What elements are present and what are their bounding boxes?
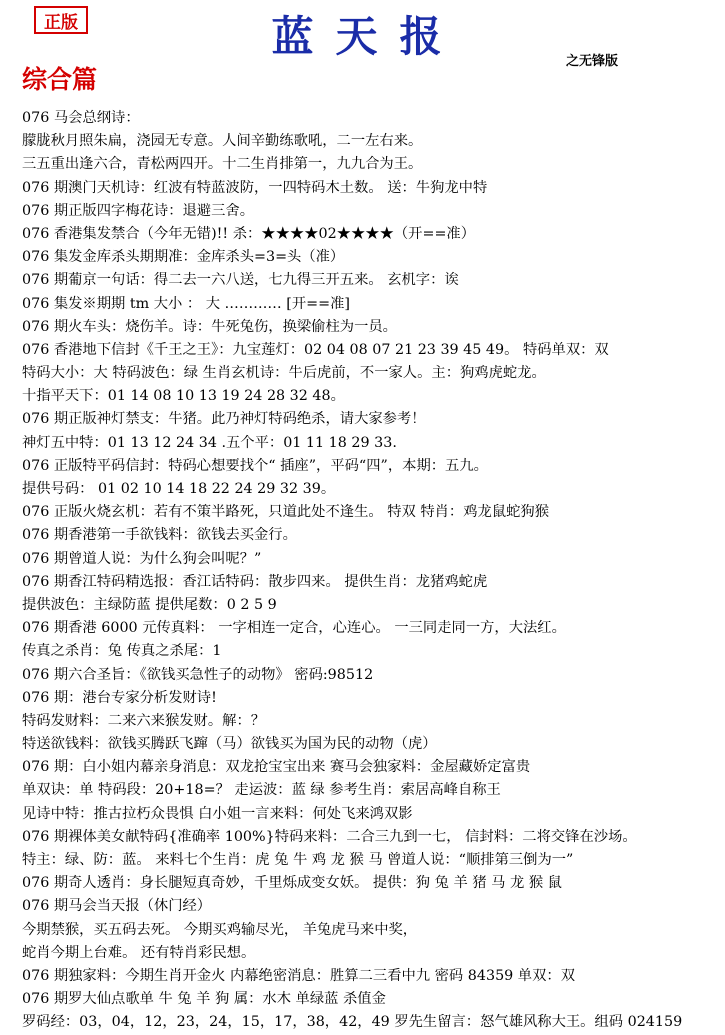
text-line: 今期禁猴，买五码去死。 今期买鸡输尽光， 羊兔虎马来中奖，: [22, 921, 418, 938]
text-line: 076 期马会当天报（休门经）: [22, 898, 212, 915]
text-line: 076 期：白小姐内幕亲身消息：双龙抢宝宝出来 赛马会独家料：金屋藏娇定富贵: [22, 759, 531, 776]
text-line: 076 期奇人透肖：身长腿短真奇妙，千里烁成变女妖。 提供：狗 兔 羊 猪 马 龙 猴 鼠: [22, 875, 562, 892]
text-line: 076 正版火烧玄机：若有不策半路死，只道此处不逢生。 特双 特肖：鸡龙鼠蛇狗猴: [22, 504, 550, 521]
text-line: 076 期香港第一手欲钱料：欲钱去买金行。: [22, 527, 297, 544]
text-line: 朦胧秋月照朱扁，浇园无专意。人间辛勤练歌吼，二一左右来。: [22, 133, 423, 150]
text-line: 单双诀：单 特码段：20+18=？ 走运波：蓝 绿 参考生肖：索居高峰自称王: [22, 782, 501, 799]
text-line: 076 期曾道人说：为什么狗会叫呢？”: [22, 550, 262, 567]
text-line: 罗码经：03，04，12，23，24，15，17，38，42，49 罗先生留言：怒气雄风称大王。组码 024159: [22, 1014, 683, 1031]
text-line: 076 正版特平码信封：特码心想要找个“ 插座”，平码“四”，本期：五九。: [22, 457, 488, 474]
text-line: 076 期正版四字梅花诗：退避三舍。: [22, 202, 254, 219]
text-line: 076 马会总纲诗：: [22, 110, 140, 126]
text-line: 076 集发※期期 tm 大小 ： 大 ………… [开==准]: [22, 295, 350, 312]
section-title: 综合篇: [22, 65, 98, 94]
text-line: 076 期香港 6000 元传真料： 一字相连一定合，心连心。 一三同走同一方，大法红。: [22, 620, 566, 637]
text-line: 特送欲钱料：欲钱买腾跃飞蹿（马）欲钱买为国为民的动物（虎）: [22, 736, 437, 753]
text-line: 076 集发金库杀头期期准：金库杀头=3=头（准）: [22, 249, 345, 266]
text-line: 076 期澳门天机诗：红波有特蓝波防，一四特码木土数。 送：牛狗龙中特: [22, 179, 488, 196]
newspaper-title: 蓝天报: [271, 12, 464, 61]
article-body: [22, 107, 719, 1035]
text-line: 076 期正版神灯禁支：牛猪。此乃神灯特码绝杀，请大家参考！: [22, 411, 426, 428]
text-line: 神灯五中特：01 13 12 24 34 .五个平：01 11 18 29 33.: [22, 434, 397, 451]
text-line: 076 期罗大仙点歌单 牛 兔 羊 狗 属：水木 单绿蓝 杀值金: [22, 991, 386, 1008]
text-line: 三五重出逢六合，青松两四开。十二生肖排第一，九九合为王。: [22, 156, 423, 173]
text-line: 特码发财料：二来六来猴发财。解：？: [22, 712, 266, 729]
text-line: 076 期火车头：烧伤羊。诗：牛死兔伤，换梁偷柱为一员。: [22, 318, 397, 335]
text-line: 传真之杀肖：兔 传真之杀尾：1: [22, 643, 222, 660]
text-line: 076 期裸体美女献特码{准确率 100%}特码来料：二合三九到一七， 信封料：二将交锋在沙场。: [22, 828, 637, 845]
text-line: 076 期独家料：今期生肖开金火 内幕绝密消息：胜算二三看中九 密码 84359 单双：双: [22, 967, 575, 984]
text-line: 蛇肖今期上台难。 还有特肖彩民想。: [22, 944, 256, 961]
text-line: 见诗中特：推古拉朽众畏惧 白小姐一言来料：何处飞来鸿双影: [22, 805, 413, 822]
text-line: 提供号码： 01 02 10 14 18 22 24 29 32 39。: [22, 481, 336, 497]
genuine-edition-badge: 正版: [34, 6, 88, 34]
text-line: 076 期六合圣旨：《欲钱买急性子的动物》 密码:98512: [22, 666, 374, 683]
text-line: 076 期葡京一句话：得二去一六八送，七九得三开五来。 玄机字：诶: [22, 272, 459, 289]
edition-label: 之无锋版: [566, 54, 619, 69]
text-line: 076 期香江特码精选报：香江话特码：散步四来。 提供生肖：龙猪鸡蛇虎: [22, 573, 488, 590]
text-line: 076 期：港台专家分析发财诗!: [22, 689, 217, 706]
text-line: 076 香港地下信封《千王之王》：九宝莲灯：02 04 08 07 21 23 39 45 49。 特码单双：双: [22, 341, 609, 358]
text-line: 提供波色：主绿防蓝 提供尾数：0 2 5 9: [22, 596, 277, 613]
text-line: 十指平天下：01 14 08 10 13 19 24 28 32 48。: [22, 388, 345, 405]
text-line: 076 香港集发禁合（今年无错)!! 杀：★★★★02★★★★（开==准）: [22, 225, 476, 242]
text-line: 特码大小：大 特码波色：绿 生肖玄机诗：牛后虎前，不一家人。主：狗鸡虎蛇龙。: [22, 365, 546, 382]
text-line: 特主：绿、防：蓝。 来料七个生肖：虎 兔 牛 鸡 龙 猴 马 曾道人说：“顺排第三倒为一”: [22, 852, 574, 868]
